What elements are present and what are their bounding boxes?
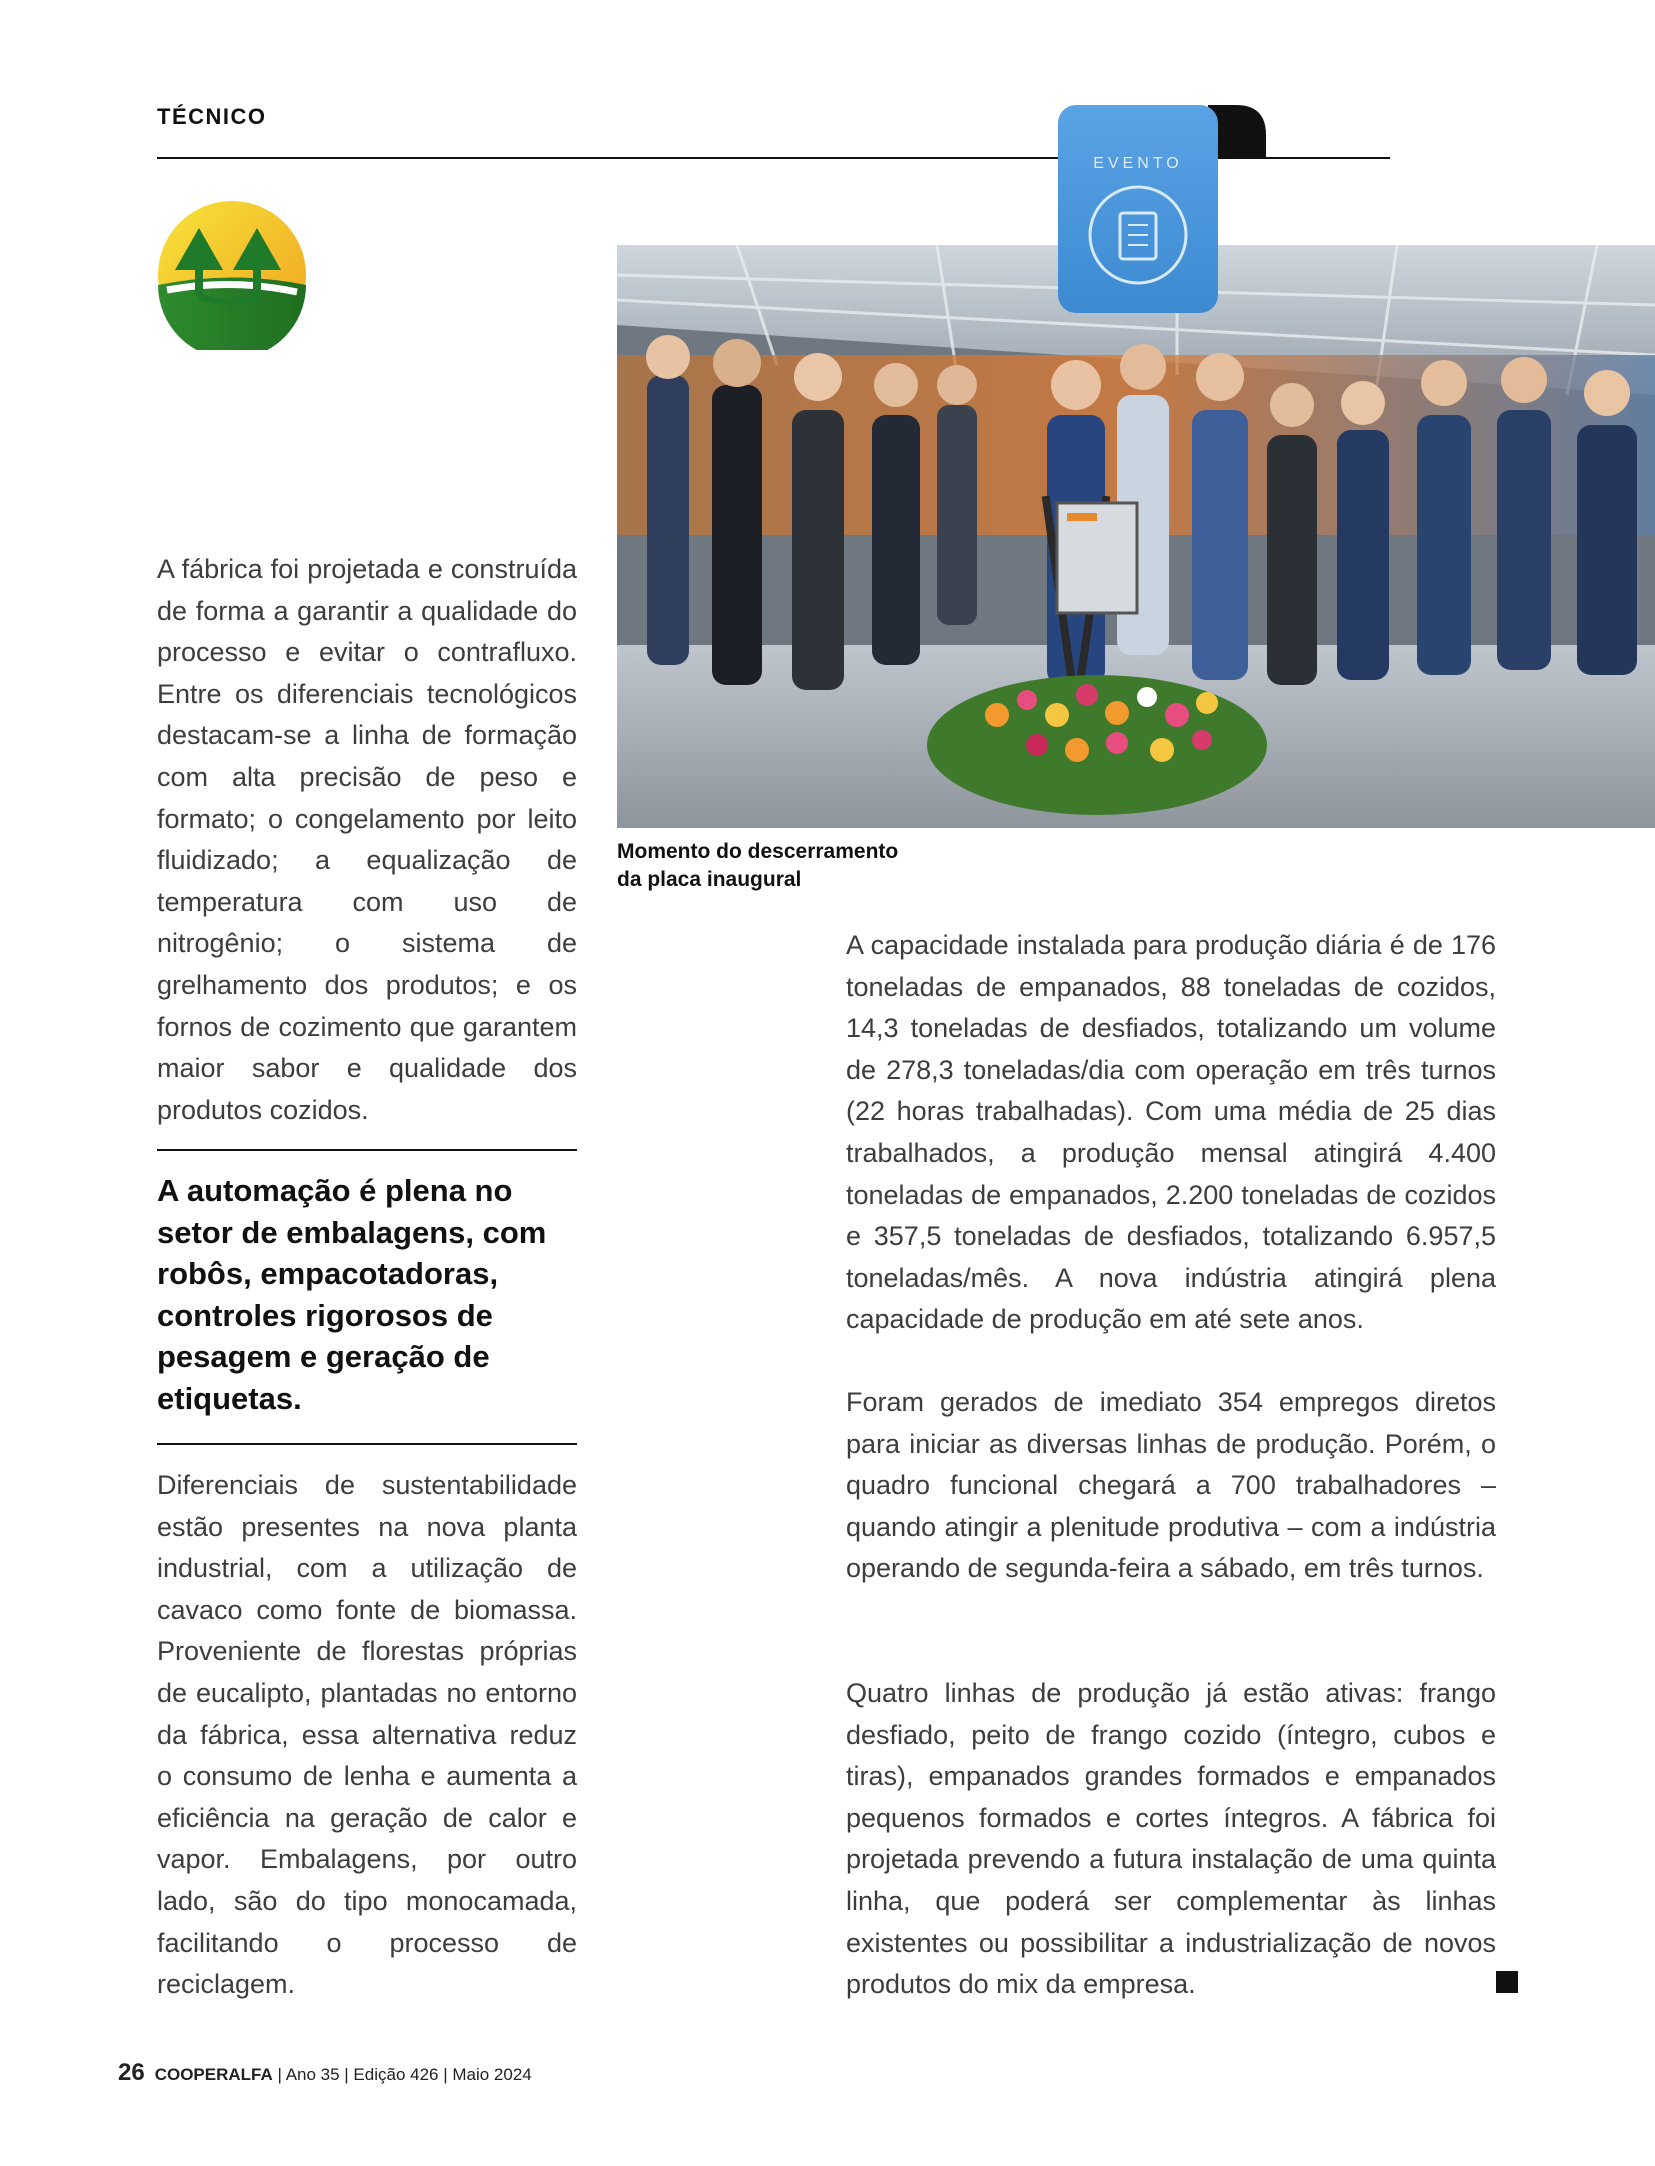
event-tab-label: EVENTO (1093, 155, 1183, 172)
right-paragraph-2: Foram gerados de imediato 354 empregos diretos para iniciar as diversas linhas de produção. Porém, o quadro funcional chegará a 700 trabalhadores – quando atingir a plenitude produtiva – com a indústria operando de segunda-feira a sábado, em três turnos. (846, 1387, 1496, 1584)
inauguration-photo (617, 245, 1655, 828)
event-tab-label-wrap (1058, 105, 1218, 313)
photo-caption (617, 838, 1037, 894)
page-number: 26 (118, 2059, 145, 2086)
right-paragraph-3: Quatro linhas de produção já estão ativas: frango desfiado, peito de frango cozido (íntegro, cubos e tiras), empanados grandes formados e empanados pequenos formados e cortes íntegros. A fábrica foi projetada prevendo a futura instalação de uma quinta linha, que poderá ser complementar às linhas existentes ou possibilitar a industrialização de novos produtos do mix da empresa. (846, 1678, 1496, 2000)
pull-quote: A automação é plena no setor de embalagens, com robôs, empacotadoras, controles rigorosos de pesagem e geração de etiquetas. (157, 1173, 547, 1416)
pull-quote-rule-top (157, 1149, 577, 1151)
caption-line-2: da placa inaugural (617, 868, 802, 891)
left-paragraph-1: A fábrica foi projetada e construída de forma a garantir a qualidade do processo e evitar o contrafluxo. Entre os diferenciais tecnológicos destacam-se a linha de formação com alta precisão de peso e formato; o congelamento por leito fluidizado; a equalização de temperatura com uso de nitrogênio; o sistema de grelhamento dos produtos; e os fornos de cozimento que garantem maior sabor e qualidade dos produtos cozidos. (157, 554, 577, 1125)
issue-details: | Ano 35 | Edição 426 | Maio 2024 (272, 2065, 532, 2084)
right-paragraph-1: A capacidade instalada para produção diária é de 176 toneladas de empanados, 88 toneladas de cozidos, 14,3 toneladas de desfiados, totalizando um volume de 278,3 toneladas/dia com operação em três turnos (22 horas trabalhadas). Com uma média de 25 dias trabalhados, a produção mensal atingirá 4.400 toneladas de empanados, 2.200 toneladas de cozidos e 357,5 toneladas de desfiados, totalizando 6.957,5 toneladas/mês. A nova indústria atingirá plena capacidade de produção em até sete anos. (846, 930, 1496, 1335)
page-footer (118, 2059, 532, 2087)
section-label: TÉCNICO (157, 104, 267, 129)
article-end-mark (1496, 1971, 1518, 1993)
cooperative-logo (157, 200, 307, 350)
caption-line-1: Momento do descerramento (617, 840, 899, 863)
magazine-brand: COOPERALFA (154, 2065, 273, 2084)
left-paragraph-2: Diferenciais de sustentabilidade estão presentes na nova planta industrial, com a utilização de cavaco como fonte de biomassa. Proveniente de florestas próprias de eucalipto, plantadas no entorno da fábrica, essa alternativa reduz o consumo de lenha e aumenta a eficiência na geração de calor e vapor. Embalagens, por outro lado, são do tipo monocamada, facilitando o processo de reciclagem. (157, 1470, 577, 2000)
pull-quote-rule-bottom (157, 1443, 577, 1445)
